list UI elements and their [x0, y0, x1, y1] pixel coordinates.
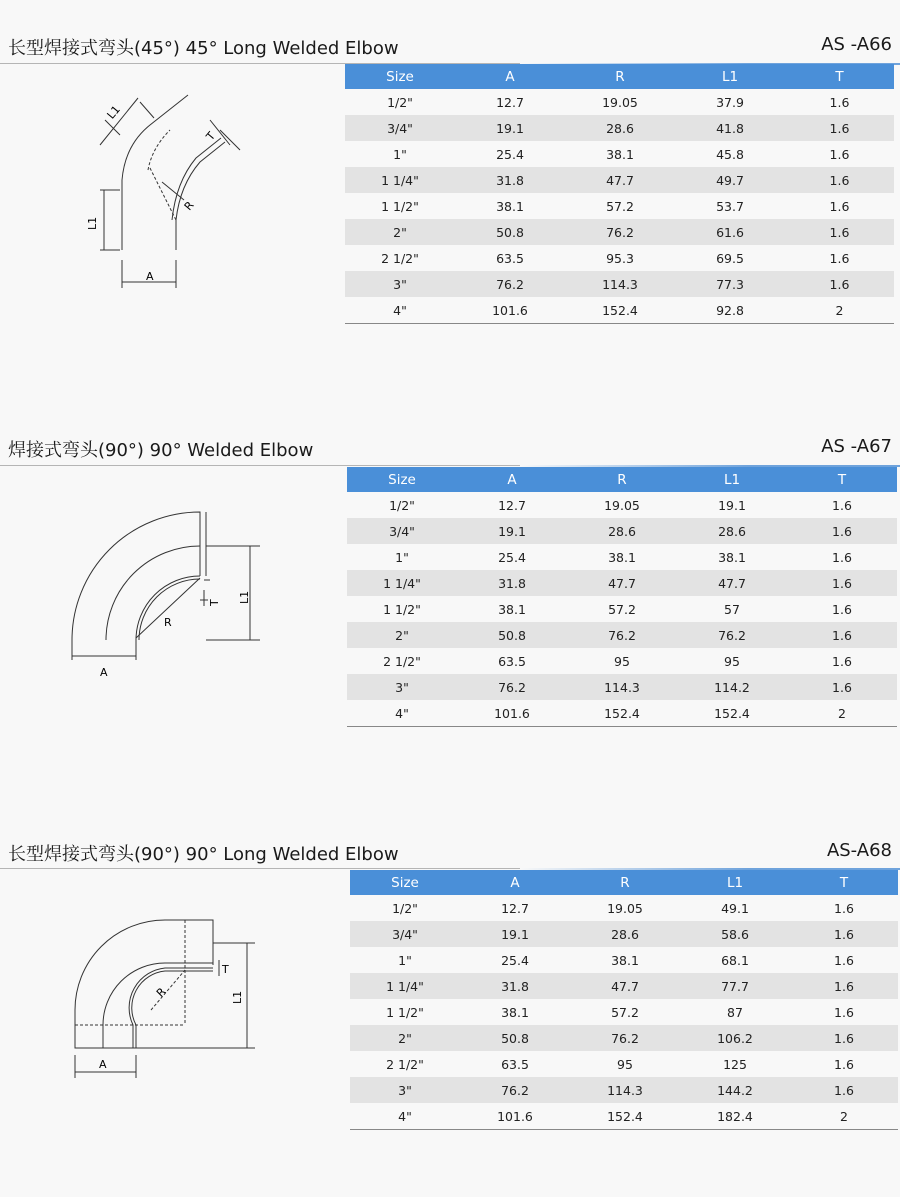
cell: 38.1	[496, 198, 524, 214]
cell: 114.3	[565, 271, 675, 297]
cell: 47.7	[565, 167, 675, 193]
table-row	[350, 947, 898, 973]
dim-l1-label: L1	[238, 590, 251, 604]
table-row	[347, 570, 897, 596]
cell: 1.6	[785, 167, 894, 193]
cell: 95	[614, 653, 630, 669]
col-t: T	[787, 467, 897, 492]
cell: 50.8	[460, 1025, 570, 1051]
cell: 63.5	[496, 250, 524, 266]
spec-table	[345, 64, 894, 324]
table-row	[345, 167, 894, 193]
cell: 1.6	[832, 653, 852, 669]
cell: 106.2	[680, 1025, 790, 1051]
cell: 57.2	[611, 1004, 639, 1020]
elbow-90-diagram	[60, 510, 280, 690]
section-title: 长型焊接式弯头(90°) 90° Long Welded Elbow	[8, 844, 399, 865]
cell: 19.05	[604, 497, 640, 513]
cell: 76.2	[455, 271, 565, 297]
cell: 1.6	[790, 973, 898, 999]
dim-r-label: R	[164, 616, 172, 629]
cell: 152.4	[565, 297, 675, 324]
cell: 1 1/4"	[347, 570, 457, 596]
product-code: AS-A68	[826, 840, 892, 861]
cell: 49.7	[675, 167, 785, 193]
elbow-45-diagram	[80, 90, 250, 300]
table-row	[347, 544, 897, 570]
cell: 31.8	[457, 570, 567, 596]
dim-t-label: T	[203, 129, 219, 143]
dim-a-label: A	[100, 666, 108, 679]
cell: 61.6	[675, 219, 785, 245]
cell: 49.1	[721, 900, 749, 916]
cell: 76.2	[677, 622, 787, 648]
cell: 3"	[350, 1077, 460, 1103]
cell: 101.6	[457, 700, 567, 727]
cell: 1.6	[787, 622, 897, 648]
cell: 45.8	[716, 146, 744, 162]
table-row	[345, 193, 894, 219]
table-row	[350, 973, 898, 999]
cell: 68.1	[721, 952, 749, 968]
cell: 1.6	[834, 1056, 854, 1072]
col-size: Size	[347, 467, 457, 492]
section-a67	[0, 400, 900, 800]
cell: 58.6	[680, 921, 790, 947]
cell: 38.1	[608, 549, 636, 565]
cell: 101.6	[460, 1103, 570, 1130]
col-size: Size	[345, 64, 455, 89]
dim-l1-label: L1	[231, 990, 244, 1004]
cell: 95	[617, 1056, 633, 1072]
cell: 1 1/4"	[345, 167, 455, 193]
cell: 182.4	[680, 1103, 790, 1130]
section-title: 长型焊接式弯头(45°) 45° Long Welded Elbow	[8, 38, 399, 59]
col-t: T	[790, 870, 898, 895]
cell: 3"	[345, 271, 455, 297]
cell: 1.6	[834, 952, 854, 968]
dim-a-label: A	[146, 270, 154, 283]
col-l1: L1	[677, 467, 787, 492]
cell: 37.9	[716, 94, 744, 110]
cell: 12.7	[498, 497, 526, 513]
cell: 92.8	[675, 297, 785, 324]
cell: 1.6	[829, 94, 850, 110]
table-header	[350, 870, 898, 895]
cell: 1/2"	[387, 94, 413, 110]
cell: 2	[785, 297, 894, 324]
col-r: R	[565, 64, 675, 89]
cell: 1.6	[787, 674, 897, 700]
col-r: R	[567, 467, 677, 492]
col-t: T	[785, 64, 894, 89]
product-code: AS -A66	[821, 34, 892, 55]
table-row	[347, 622, 897, 648]
cell: 1.6	[834, 900, 854, 916]
cell: 38.1	[611, 952, 639, 968]
table-row	[345, 271, 894, 297]
cell: 2 1/2"	[381, 250, 419, 266]
col-a: A	[457, 467, 567, 492]
cell: 28.6	[570, 921, 680, 947]
section-a68	[0, 800, 900, 1197]
table-header	[347, 467, 897, 492]
cell: 3/4"	[345, 115, 455, 141]
cell: 1.6	[790, 921, 898, 947]
cell: 114.3	[567, 674, 677, 700]
cell: 1.6	[790, 1025, 898, 1051]
cell: 25.4	[498, 549, 526, 565]
table-row	[350, 1077, 898, 1103]
cell: 77.3	[675, 271, 785, 297]
cell: 152.4	[570, 1103, 680, 1130]
cell: 1.6	[829, 198, 850, 214]
cell: 1 1/2"	[381, 198, 419, 214]
cell: 1.6	[785, 271, 894, 297]
cell: 114.2	[677, 674, 787, 700]
cell: 1.6	[834, 1004, 854, 1020]
cell: 144.2	[680, 1077, 790, 1103]
cell: 12.7	[496, 94, 524, 110]
cell: 57	[724, 601, 740, 617]
cell: 3/4"	[347, 518, 457, 544]
cell: 19.1	[457, 518, 567, 544]
cell: 101.6	[455, 297, 565, 324]
cell: 3/4"	[350, 921, 460, 947]
cell: 3"	[347, 674, 457, 700]
dim-l1-top-label: L1	[104, 103, 123, 122]
cell: 2 1/2"	[383, 653, 421, 669]
cell: 28.6	[677, 518, 787, 544]
table-row	[350, 1025, 898, 1051]
cell: 47.7	[570, 973, 680, 999]
table-row	[350, 1103, 898, 1130]
cell: 76.2	[565, 219, 675, 245]
cell: 95	[724, 653, 740, 669]
cell: 1 1/4"	[350, 973, 460, 999]
cell: 19.1	[460, 921, 570, 947]
col-a: A	[460, 870, 570, 895]
cell: 76.2	[567, 622, 677, 648]
cell: 4"	[345, 297, 455, 324]
cell: 38.1	[501, 1004, 529, 1020]
table-row	[347, 596, 897, 622]
cell: 76.2	[460, 1077, 570, 1103]
cell: 25.4	[496, 146, 524, 162]
cell: 53.7	[716, 198, 744, 214]
cell: 1.6	[785, 219, 894, 245]
cell: 12.7	[501, 900, 529, 916]
cell: 2 1/2"	[386, 1056, 424, 1072]
cell: 114.3	[570, 1077, 680, 1103]
spec-table	[347, 467, 897, 727]
cell: 1.6	[829, 146, 850, 162]
cell: 76.2	[570, 1025, 680, 1051]
table-row	[347, 648, 897, 674]
table-row	[345, 141, 894, 167]
cell: 41.8	[675, 115, 785, 141]
section-a66	[0, 0, 900, 400]
dim-r-label: R	[181, 198, 197, 213]
cell: 38.1	[718, 549, 746, 565]
product-code: AS -A67	[821, 436, 892, 457]
cell: 95.3	[606, 250, 634, 266]
cell: 2"	[347, 622, 457, 648]
cell: 63.5	[498, 653, 526, 669]
cell: 47.7	[567, 570, 677, 596]
cell: 50.8	[455, 219, 565, 245]
cell: 1.6	[790, 1077, 898, 1103]
cell: 69.5	[716, 250, 744, 266]
elbow-90-long-diagram	[65, 910, 275, 1085]
cell: 1/2"	[392, 900, 418, 916]
table-row	[345, 245, 894, 271]
cell: 2"	[345, 219, 455, 245]
table-header	[345, 64, 894, 89]
table-row	[350, 999, 898, 1025]
cell: 38.1	[498, 601, 526, 617]
table-row	[347, 700, 897, 727]
cell: 1.6	[787, 518, 897, 544]
col-r: R	[570, 870, 680, 895]
cell: 2	[790, 1103, 898, 1130]
cell: 50.8	[457, 622, 567, 648]
cell: 38.1	[606, 146, 634, 162]
cell: 1.6	[787, 570, 897, 596]
cell: 1 1/2"	[383, 601, 421, 617]
cell: 4"	[347, 700, 457, 727]
cell: 1"	[393, 146, 407, 162]
cell: 1.6	[785, 115, 894, 141]
table-row	[350, 1051, 898, 1077]
cell: 19.05	[607, 900, 643, 916]
cell: 25.4	[501, 952, 529, 968]
dim-r-label: R	[153, 985, 169, 1000]
cell: 1.6	[829, 250, 850, 266]
cell: 1.6	[832, 549, 852, 565]
cell: 31.8	[460, 973, 570, 999]
cell: 77.7	[680, 973, 790, 999]
cell: 2"	[350, 1025, 460, 1051]
col-size: Size	[350, 870, 460, 895]
cell: 19.05	[602, 94, 638, 110]
cell: 1"	[398, 952, 412, 968]
dim-l1-left-label: L1	[86, 216, 99, 230]
table-row	[350, 895, 898, 921]
cell: 87	[727, 1004, 743, 1020]
dim-t-label: T	[208, 599, 221, 606]
col-l1: L1	[680, 870, 790, 895]
cell: 47.7	[677, 570, 787, 596]
table-row	[347, 518, 897, 544]
col-a: A	[455, 64, 565, 89]
cell: 1"	[395, 549, 409, 565]
cell: 63.5	[501, 1056, 529, 1072]
cell: 1.6	[832, 601, 852, 617]
cell: 76.2	[457, 674, 567, 700]
cell: 152.4	[677, 700, 787, 727]
cell: 28.6	[567, 518, 677, 544]
cell: 57.2	[606, 198, 634, 214]
table-row	[345, 89, 894, 115]
table-row	[350, 921, 898, 947]
table-row	[345, 297, 894, 324]
cell: 1.6	[832, 497, 852, 513]
cell: 57.2	[608, 601, 636, 617]
dim-a-label: A	[99, 1058, 107, 1071]
cell: 28.6	[565, 115, 675, 141]
table-row	[345, 115, 894, 141]
section-title: 焊接式弯头(90°) 90° Welded Elbow	[8, 440, 314, 461]
cell: 125	[723, 1056, 747, 1072]
cell: 19.1	[718, 497, 746, 513]
table-row	[347, 492, 897, 518]
table-row	[347, 674, 897, 700]
spec-table	[350, 870, 898, 1130]
col-l1: L1	[675, 64, 785, 89]
cell: 19.1	[455, 115, 565, 141]
cell: 1/2"	[389, 497, 415, 513]
cell: 31.8	[455, 167, 565, 193]
cell: 2	[787, 700, 897, 727]
cell: 4"	[350, 1103, 460, 1130]
cell: 1 1/2"	[386, 1004, 424, 1020]
dim-t-label: T	[222, 963, 229, 976]
table-row	[345, 219, 894, 245]
cell: 152.4	[567, 700, 677, 727]
